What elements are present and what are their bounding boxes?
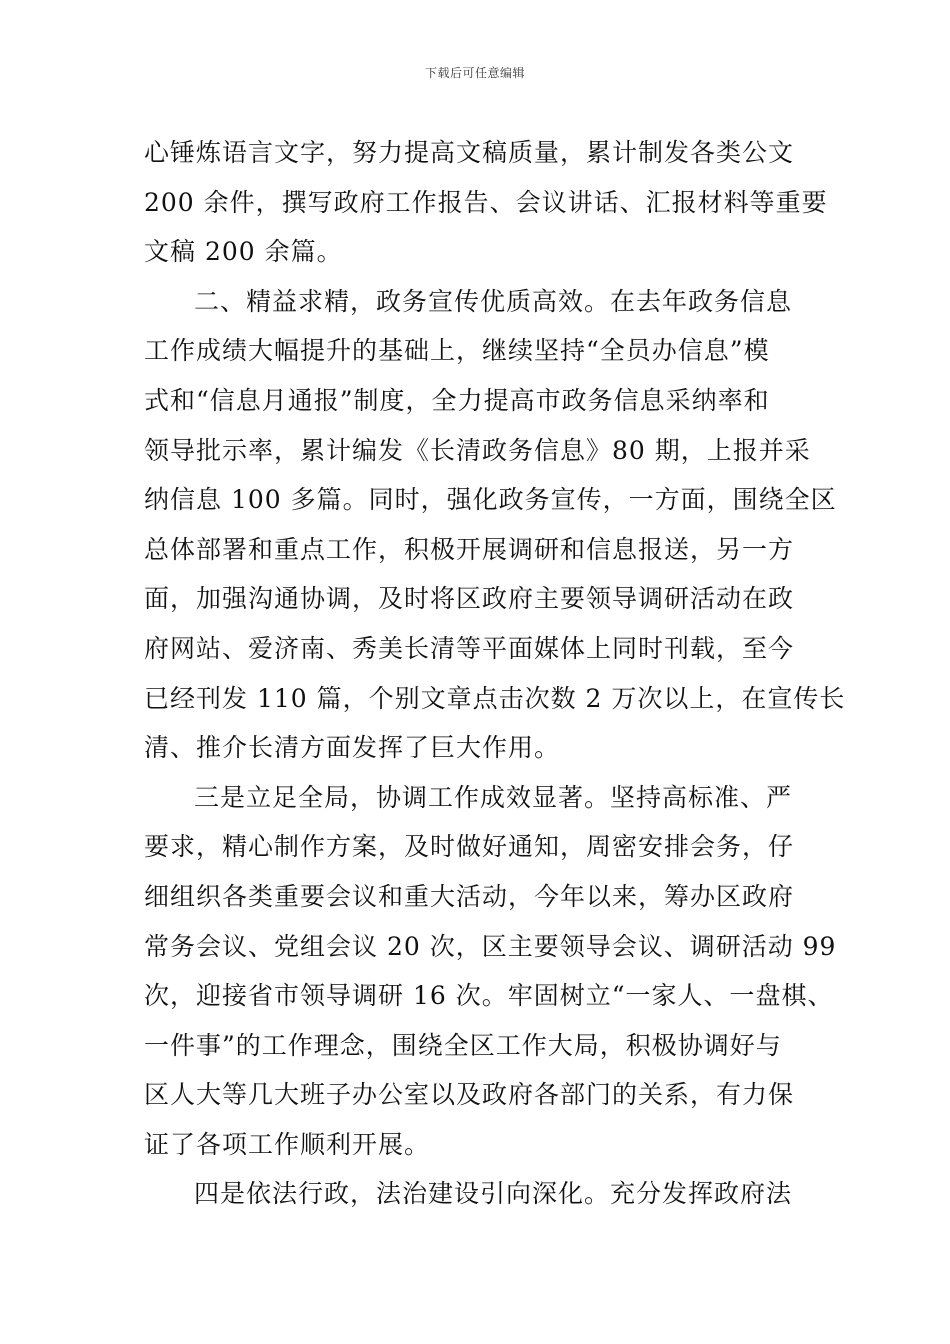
text-line: 心锤炼语言文字，努力提高文稿质量，累计制发各类公文 [144,138,795,167]
text-line: 领导批示率，累计编发《长清政务信息》80 期，上报并采 [144,435,811,465]
text-line: 文稿 200 余篇。 [144,237,343,267]
text-line: 一件事”的工作理念，围绕全区工作大局，积极协调好与 [144,1030,782,1060]
text-line: 已经刊发 110 篇，个别文章点击次数 2 万次以上，在宣传长 [144,683,846,713]
paragraph-start-line: 三是立足全局，协调工作成效显著。坚持高标准、严 [194,782,793,812]
paragraph-start-line: 二、精益求精，政务宣传优质高效。在去年政务信息 [194,286,793,316]
text-line: 细组织各类重要会议和重大活动，今年以来，筹办区政府 [144,881,795,911]
text-line: 面，加强沟通协调，及时将区政府主要领导调研活动在政 [144,584,795,614]
text-line: 200 余件，撰写政府工作报告、会议讲话、汇报材料等重要 [144,187,828,217]
document-body [144,128,844,1219]
text-line: 府网站、爱济南、秀美长清等平面媒体上同时刊载，至今 [144,633,795,663]
text-line: 总体部署和重点工作，积极开展调研和信息报送，另一方 [144,534,795,564]
text-line: 常务会议、党组会议 20 次，区主要领导会议、调研活动 99 [144,931,837,961]
text-line: 式和“信息月通报”制度，全力提高市政务信息采纳率和 [144,385,770,415]
text-line: 纳信息 100 多篇。同时，强化政务宣传，一方面，围绕全区 [144,485,837,515]
text-line: 清、推介长清方面发挥了巨大作用。 [144,733,561,763]
paragraph-start-line: 四是依法行政，法治建设引向深化。充分发挥政府法 [194,1179,793,1209]
text-line: 区人大等几大班子办公室以及政府各部门的关系，有力保 [144,1080,795,1110]
text-line: 要求，精心制作方案，及时做好通知，周密安排会务，仔 [144,832,795,862]
page-header: 下载后可任意编辑 [424,66,525,80]
text-line: 工作成绩大幅提升的基础上，继续坚持“全员办信息”模 [144,336,770,366]
text-line: 证了各项工作顺利开展。 [144,1129,431,1159]
text-line: 次，迎接省市领导调研 16 次。牢固树立“一家人、一盘棋、 [144,981,834,1011]
